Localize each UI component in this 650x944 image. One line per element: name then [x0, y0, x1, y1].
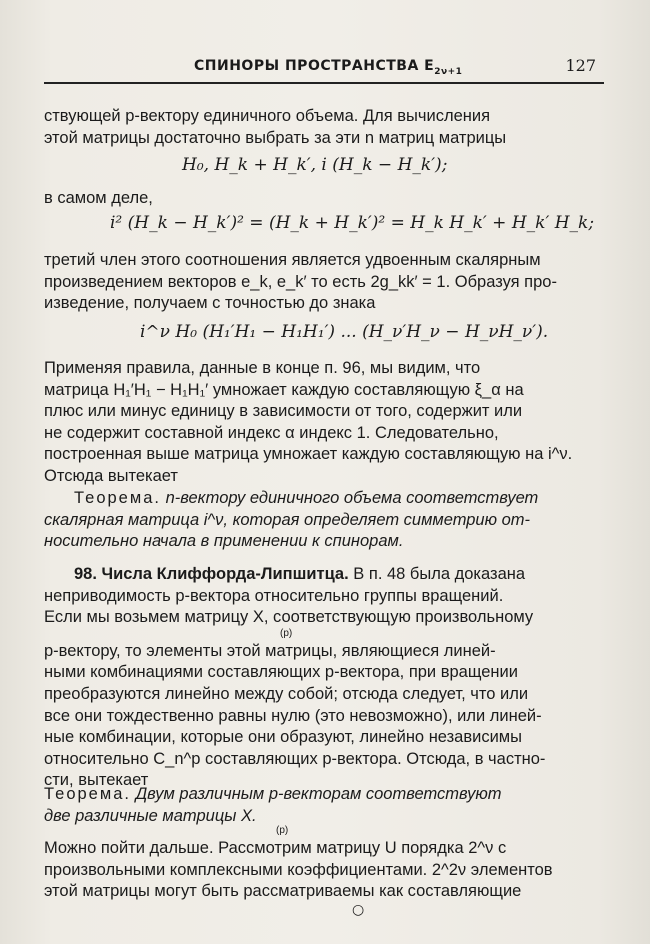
text-line: не содержит составной индекс α индекс 1. Следовательно, [44, 423, 499, 442]
text-line: этой матрицы могут быть рассматриваемы как составляющие [44, 882, 522, 901]
paragraph-scalar-product [44, 250, 584, 315]
text-line: построенная выше матрица умножает каждую составляющую на i^ν. [44, 445, 573, 464]
text-line: произвольными комплексными коэффициентами. 2^2ν элементов [44, 860, 553, 879]
text-line: плюс или минус единицу в зависимости от того, содержит или [44, 402, 523, 421]
text-line: произведением векторов e_k, e_k′ то есть 2g_kk′ = 1. Образуя про- [44, 272, 557, 291]
theorem-label: Теорема. [74, 489, 161, 507]
text-line: Можно пойти дальше. Рассмотрим матрицу U порядка 2^ν с [44, 839, 507, 857]
theorem-text: n-вектору единичного объема соответствует [165, 489, 539, 507]
text-line: ные комбинации, которые они образуют, линейно независимы [44, 728, 523, 747]
text-line [44, 784, 584, 806]
section-text: В п. 48 была доказана [353, 565, 526, 583]
text-line: неприводимость p-вектора относительно группы вращений. [44, 586, 504, 605]
page-footer-mark: ○ [352, 902, 365, 918]
text-line: изведение, получаем с точностью до знака [44, 294, 376, 313]
formula-matrices: H₀, H_k + H_k′, i (H_k − H_k′); [182, 155, 448, 175]
text-line: все они тождественно равны нулю (это невозможно), или линей- [44, 706, 542, 725]
formula-product: i^ν H₀ (H₁′H₁ − H₁H₁′) ... (H_ν′H_ν − H_νH_ν′). [140, 322, 549, 342]
theorem-text: носительно начала в применении к спинорам. [44, 532, 404, 551]
text-line: сти, вытекает [44, 771, 149, 790]
text-line: Применяя правила, данные в конце п. 96, мы видим, что [44, 359, 481, 377]
matrix-superscript: (p) [276, 825, 289, 836]
text-line: p-вектору, то элементы этой матрицы, являющиеся линей- [44, 641, 496, 660]
section-heading: 98. Числа Клиффорда-Липшитца. [74, 565, 349, 583]
matrix-superscript: (p) [280, 627, 293, 639]
text-line: этой матрицы достаточно выбрать за эти n матриц матрицы [44, 128, 507, 147]
theorem-text: скалярная матрица i^ν, которая определяет симметрию от- [44, 510, 531, 529]
page-number: 127 [565, 56, 596, 75]
text-line: относительно C_n^p составляющих p-вектора. Отсюда, в частно- [44, 749, 546, 768]
text-line: ствующей p-вектору единичного объема. Для вычисления [44, 107, 491, 125]
text-line: ными комбинациями составляющих p-вектора, при вращении [44, 663, 518, 682]
formula-identity: i² (H_k − H_k′)² = (H_k + H_k′)² = H_k H_k′ + H_k′ H_k; [110, 213, 595, 233]
text-line: Если мы возьмем матрицу X, соответствующую произвольному [44, 608, 534, 627]
text-line: третий член этого соотношения является удвоенным скалярным [44, 251, 541, 269]
text-line: преобразуются линейно между собой; отсюда следует, что или [44, 684, 529, 703]
paragraph-intro [44, 106, 584, 149]
page-header [44, 56, 604, 84]
theorem-text: две различные матрицы X. [44, 806, 257, 825]
theorem-text: Двум различным p-векторам соответствуют [135, 785, 502, 803]
theorem-1 [44, 488, 584, 553]
running-title: СПИНОРЫ ПРОСТРАНСТВА $E_{2\nu+1}$ [194, 58, 463, 77]
theorem-label: Теорема. [44, 785, 131, 803]
paragraph-indeed [44, 188, 584, 210]
paragraph-clifford [44, 826, 584, 903]
section-98 [44, 564, 584, 792]
theorem-2 [44, 784, 584, 827]
text-line: матрица H₁′H₁ − H₁H₁′ умножает каждую составляющую ξ_α на [44, 380, 524, 399]
text-line [44, 564, 584, 586]
running-title-subscript: 2ν+1 [434, 66, 463, 77]
text-line: Отсюда вытекает [44, 466, 178, 485]
paragraph-rules [44, 358, 584, 488]
text-line: в самом деле, [44, 189, 153, 207]
text-line [44, 488, 584, 510]
